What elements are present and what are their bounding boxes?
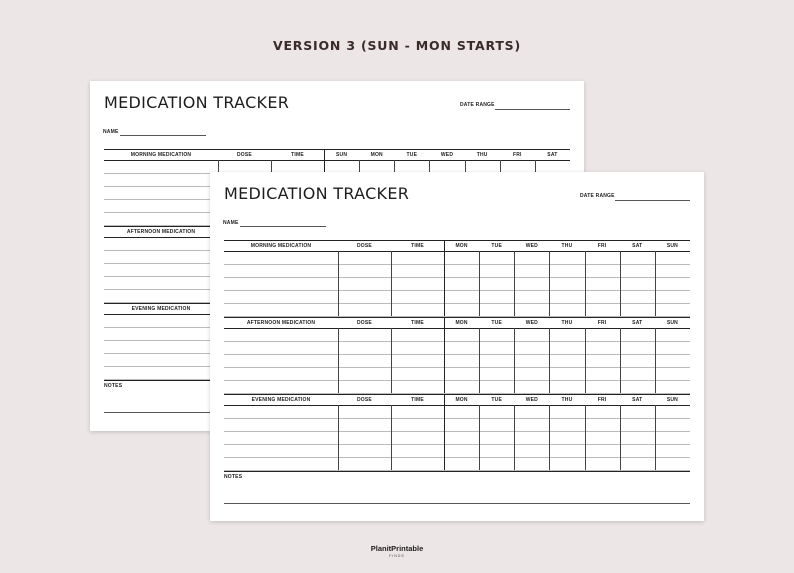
day-header-tue: TUE xyxy=(491,397,503,403)
day-header-fri: FRI xyxy=(597,243,607,249)
front-date-range-label: DATE RANGE xyxy=(580,193,615,199)
day-header-mon: MON xyxy=(455,397,468,403)
day-column-divider xyxy=(514,251,515,316)
front-name-label: NAME xyxy=(223,220,239,226)
column-divider xyxy=(338,251,339,316)
front-sheet-title: MEDICATION TRACKER xyxy=(224,184,410,203)
dose-column-header: DOSE xyxy=(357,320,372,326)
column-divider xyxy=(338,328,339,393)
section-header-morning-medication: MORNING MEDICATION xyxy=(250,243,312,249)
time-column-header: TIME xyxy=(411,320,424,326)
time-column-header: TIME xyxy=(411,397,424,403)
day-column-divider xyxy=(585,328,586,393)
time-column-header: TIME xyxy=(291,152,304,158)
day-column-divider xyxy=(549,405,550,470)
day-header-tue: TUE xyxy=(491,243,503,249)
day-column-divider xyxy=(620,328,621,393)
section-header-evening-medication: EVENING MEDICATION xyxy=(131,306,191,312)
column-divider xyxy=(338,405,339,470)
day-header-wed: WED xyxy=(440,152,454,158)
day-header-sun: SUN xyxy=(666,397,678,403)
notes-top-rule xyxy=(224,471,690,472)
section-header-rule xyxy=(224,240,690,241)
dose-column-header: DOSE xyxy=(357,243,372,249)
time-column-header: TIME xyxy=(411,243,424,249)
brand-logo-subtext: FINDS xyxy=(389,554,405,558)
day-column-divider xyxy=(514,405,515,470)
notes-bottom-line[interactable] xyxy=(224,503,690,504)
front-sheet-monday-start xyxy=(210,172,704,521)
day-column-divider xyxy=(479,405,480,470)
day-header-wed: WED xyxy=(525,243,538,249)
day-column-divider xyxy=(585,405,586,470)
day-column-divider xyxy=(585,251,586,316)
day-header-mon: MON xyxy=(455,243,468,249)
day-header-fri: FRI xyxy=(512,152,522,158)
day-column-divider xyxy=(479,251,480,316)
back-date-range-label: DATE RANGE xyxy=(460,102,495,108)
day-column-divider xyxy=(655,405,656,470)
day-column-divider xyxy=(479,328,480,393)
column-divider xyxy=(391,405,392,470)
day-column-divider xyxy=(620,405,621,470)
day-column-divider xyxy=(655,251,656,316)
day-header-sun: SUN xyxy=(666,320,678,326)
version-banner: VERSION 3 (SUN - MON STARTS) xyxy=(272,38,522,53)
column-divider xyxy=(391,328,392,393)
day-header-sat: SAT xyxy=(632,320,643,326)
day-header-sat: SAT xyxy=(632,243,643,249)
section-header-rule xyxy=(224,317,690,318)
notes-label: NOTES xyxy=(104,383,123,389)
day-header-thu: THU xyxy=(561,397,573,403)
back-sheet-title: MEDICATION TRACKER xyxy=(104,93,290,112)
section-header-afternoon-medication: AFTERNOON MEDICATION xyxy=(246,320,316,326)
day-block-divider xyxy=(444,240,445,316)
day-column-divider xyxy=(514,328,515,393)
day-header-thu: THU xyxy=(561,320,573,326)
back-name-label: NAME xyxy=(103,129,119,135)
brand-logo-text: PlanitPrintable xyxy=(370,544,424,553)
day-column-divider xyxy=(549,251,550,316)
notes-label: NOTES xyxy=(224,474,243,480)
front-date-range-line[interactable] xyxy=(615,200,690,201)
front-name-line[interactable] xyxy=(240,226,326,227)
back-name-line[interactable] xyxy=(120,135,206,136)
day-header-sun: SUN xyxy=(335,152,348,158)
section-header-morning-medication: MORNING MEDICATION xyxy=(130,152,192,158)
day-header-thu: THU xyxy=(476,152,488,158)
day-column-divider xyxy=(655,328,656,393)
day-header-sat: SAT xyxy=(547,152,558,158)
day-header-tue: TUE xyxy=(406,152,418,158)
day-header-wed: WED xyxy=(525,397,538,403)
back-date-range-line[interactable] xyxy=(495,109,570,110)
day-header-fri: FRI xyxy=(597,320,607,326)
column-divider xyxy=(391,251,392,316)
section-header-rule xyxy=(104,149,570,150)
day-block-divider xyxy=(444,317,445,393)
day-column-divider xyxy=(620,251,621,316)
section-header-rule xyxy=(224,394,690,395)
section-header-evening-medication: EVENING MEDICATION xyxy=(251,397,311,403)
day-header-sun: SUN xyxy=(666,243,678,249)
day-header-mon: MON xyxy=(455,320,468,326)
dose-column-header: DOSE xyxy=(357,397,372,403)
day-column-divider xyxy=(549,328,550,393)
day-header-mon: MON xyxy=(370,152,383,158)
day-header-thu: THU xyxy=(561,243,573,249)
section-header-afternoon-medication: AFTERNOON MEDICATION xyxy=(126,229,196,235)
day-block-divider xyxy=(444,394,445,470)
day-header-sat: SAT xyxy=(632,397,643,403)
dose-column-header: DOSE xyxy=(237,152,252,158)
day-header-fri: FRI xyxy=(597,397,607,403)
day-header-wed: WED xyxy=(525,320,538,326)
day-header-tue: TUE xyxy=(491,320,503,326)
